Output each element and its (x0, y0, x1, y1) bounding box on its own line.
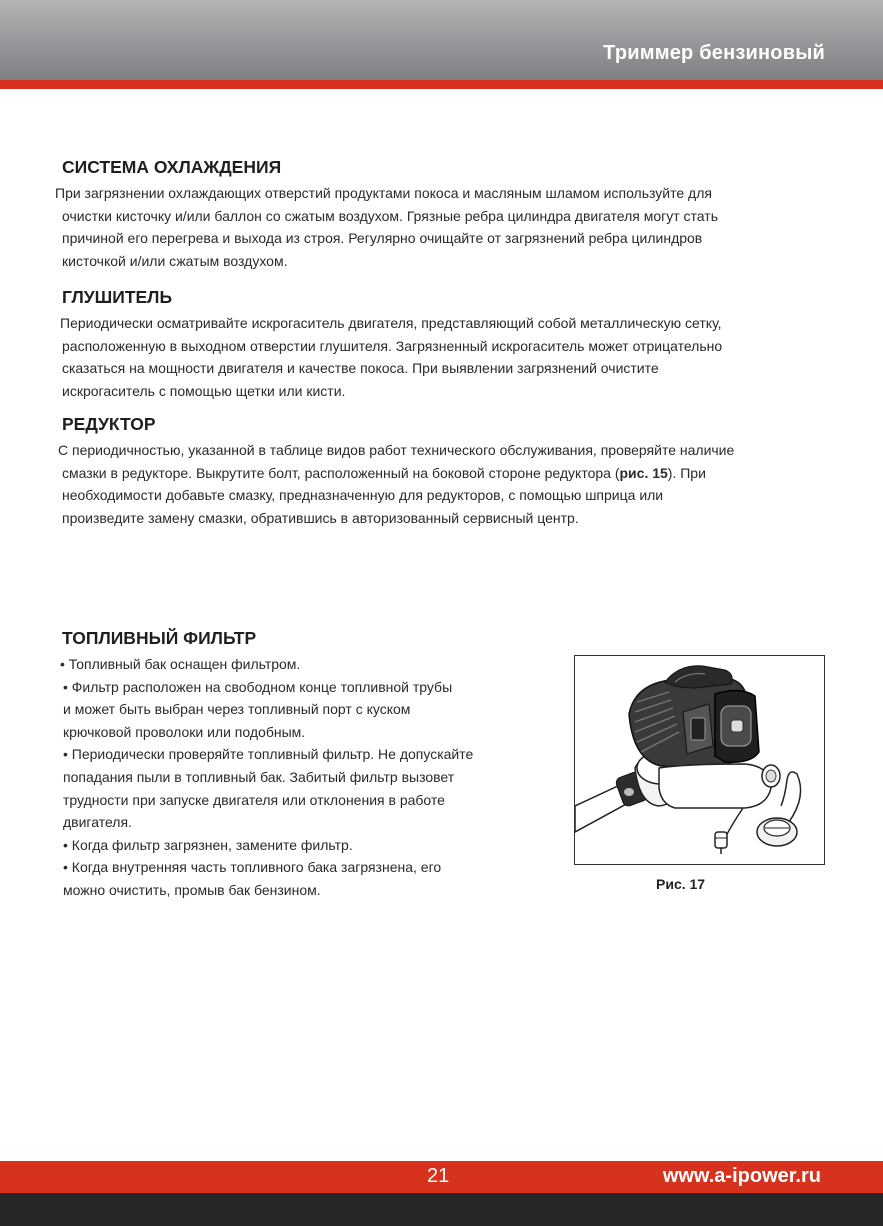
paragraph-line: кисточкой и/или сжатым воздухом. (62, 252, 288, 269)
list-line: • Топливный бак оснащен фильтром. (60, 656, 301, 672)
section-paragraph (55, 182, 820, 272)
document-title: Триммер бензиновый (603, 42, 825, 64)
list-line: двигателя. (63, 814, 132, 831)
website-link[interactable]: www.a-ipower.ru (662, 1165, 821, 1187)
section-heading: СИСТЕМА ОХЛАЖДЕНИЯ (62, 157, 282, 177)
figure-caption: Рис. 17 (656, 876, 706, 892)
section-heading: ТОПЛИВНЫЙ ФИЛЬТР (62, 628, 257, 648)
list-line: трудности при запуске двигателя или отклонения в работе (63, 791, 445, 808)
fuel-filter-list (60, 653, 560, 902)
paragraph-line: При загрязнении охлаждающих отверстий продуктами покоса и масляным шламом используйте для (55, 185, 712, 201)
paragraph-line: произведите замену смазки, обратившись в авторизованный сервисный центр. (62, 509, 579, 526)
figure-engine-fuel-tank (574, 655, 825, 865)
list-line: попадания пыли в топливный бак. Забитый фильтр вызовет (63, 768, 455, 785)
list-line: • Когда фильтр загрязнен, замените фильтр. (63, 836, 353, 853)
section-cooling-system (55, 157, 820, 272)
paragraph-line: причиной его перегрева и выхода из строя. Регулярно очищайте от загрязнений ребра цилиндров (62, 230, 703, 246)
paragraph-text: ). При (667, 464, 706, 481)
page-number: 21 (427, 1165, 450, 1187)
paragraph-text: смазки в редукторе. Выкрутите болт, расположенный на боковой стороне редуктора ( (62, 464, 620, 481)
footer-dark-band (0, 1193, 883, 1226)
paragraph-line: очистки кисточку и/или баллон со сжатым воздухом. Грязные ребра цилиндра двигателя могут стать (62, 207, 718, 224)
section-gearbox (60, 414, 820, 529)
paragraph-line: С периодичностью, указанной в таблице видов работ технического обслуживания, проверяйте наличие (58, 442, 735, 458)
page-header (0, 0, 883, 80)
paragraph-line: расположенную в выходном отверстии глушителя. Загрязненный искрогаситель может отрицательно (62, 337, 723, 354)
figure-reference: рис. 15 (619, 464, 668, 481)
section-fuel-filter (60, 628, 820, 653)
paragraph-line: Периодически осматривайте искрогаситель двигателя, представляющий собой металлическую сетку, (60, 315, 722, 331)
paragraph-line: сказаться на мощности двигателя и качестве покоса. При выявлении загрязнений очистите (62, 360, 659, 376)
section-heading: ГЛУШИТЕЛЬ (62, 287, 173, 307)
list-line: можно очистить, промыв бак бензином. (63, 881, 321, 898)
list-line: крючковой проволоки или подобным. (63, 723, 306, 740)
section-paragraph (60, 312, 820, 402)
list-line: и может быть выбран через топливный порт с куском (63, 701, 411, 718)
list-line: • Когда внутренняя часть топливного бака загрязнена, его (63, 859, 442, 876)
paragraph-line: необходимости добавьте смазку, предназначенную для редукторов, с помощью шприца или (62, 487, 664, 503)
list-line: • Периодически проверяйте топливный фильтр. Не допускайте (63, 746, 474, 763)
paragraph-line: искрогаситель с помощью щетки или кисти. (62, 382, 346, 399)
paragraph-line (60, 462, 820, 485)
section-heading: РЕДУКТОР (62, 414, 156, 434)
section-muffler (60, 287, 820, 402)
header-accent-stripe (0, 80, 883, 89)
list-line: • Фильтр расположен на свободном конце топливной трубы (63, 678, 453, 695)
engine-illustration (575, 656, 824, 864)
section-paragraph (60, 439, 820, 529)
